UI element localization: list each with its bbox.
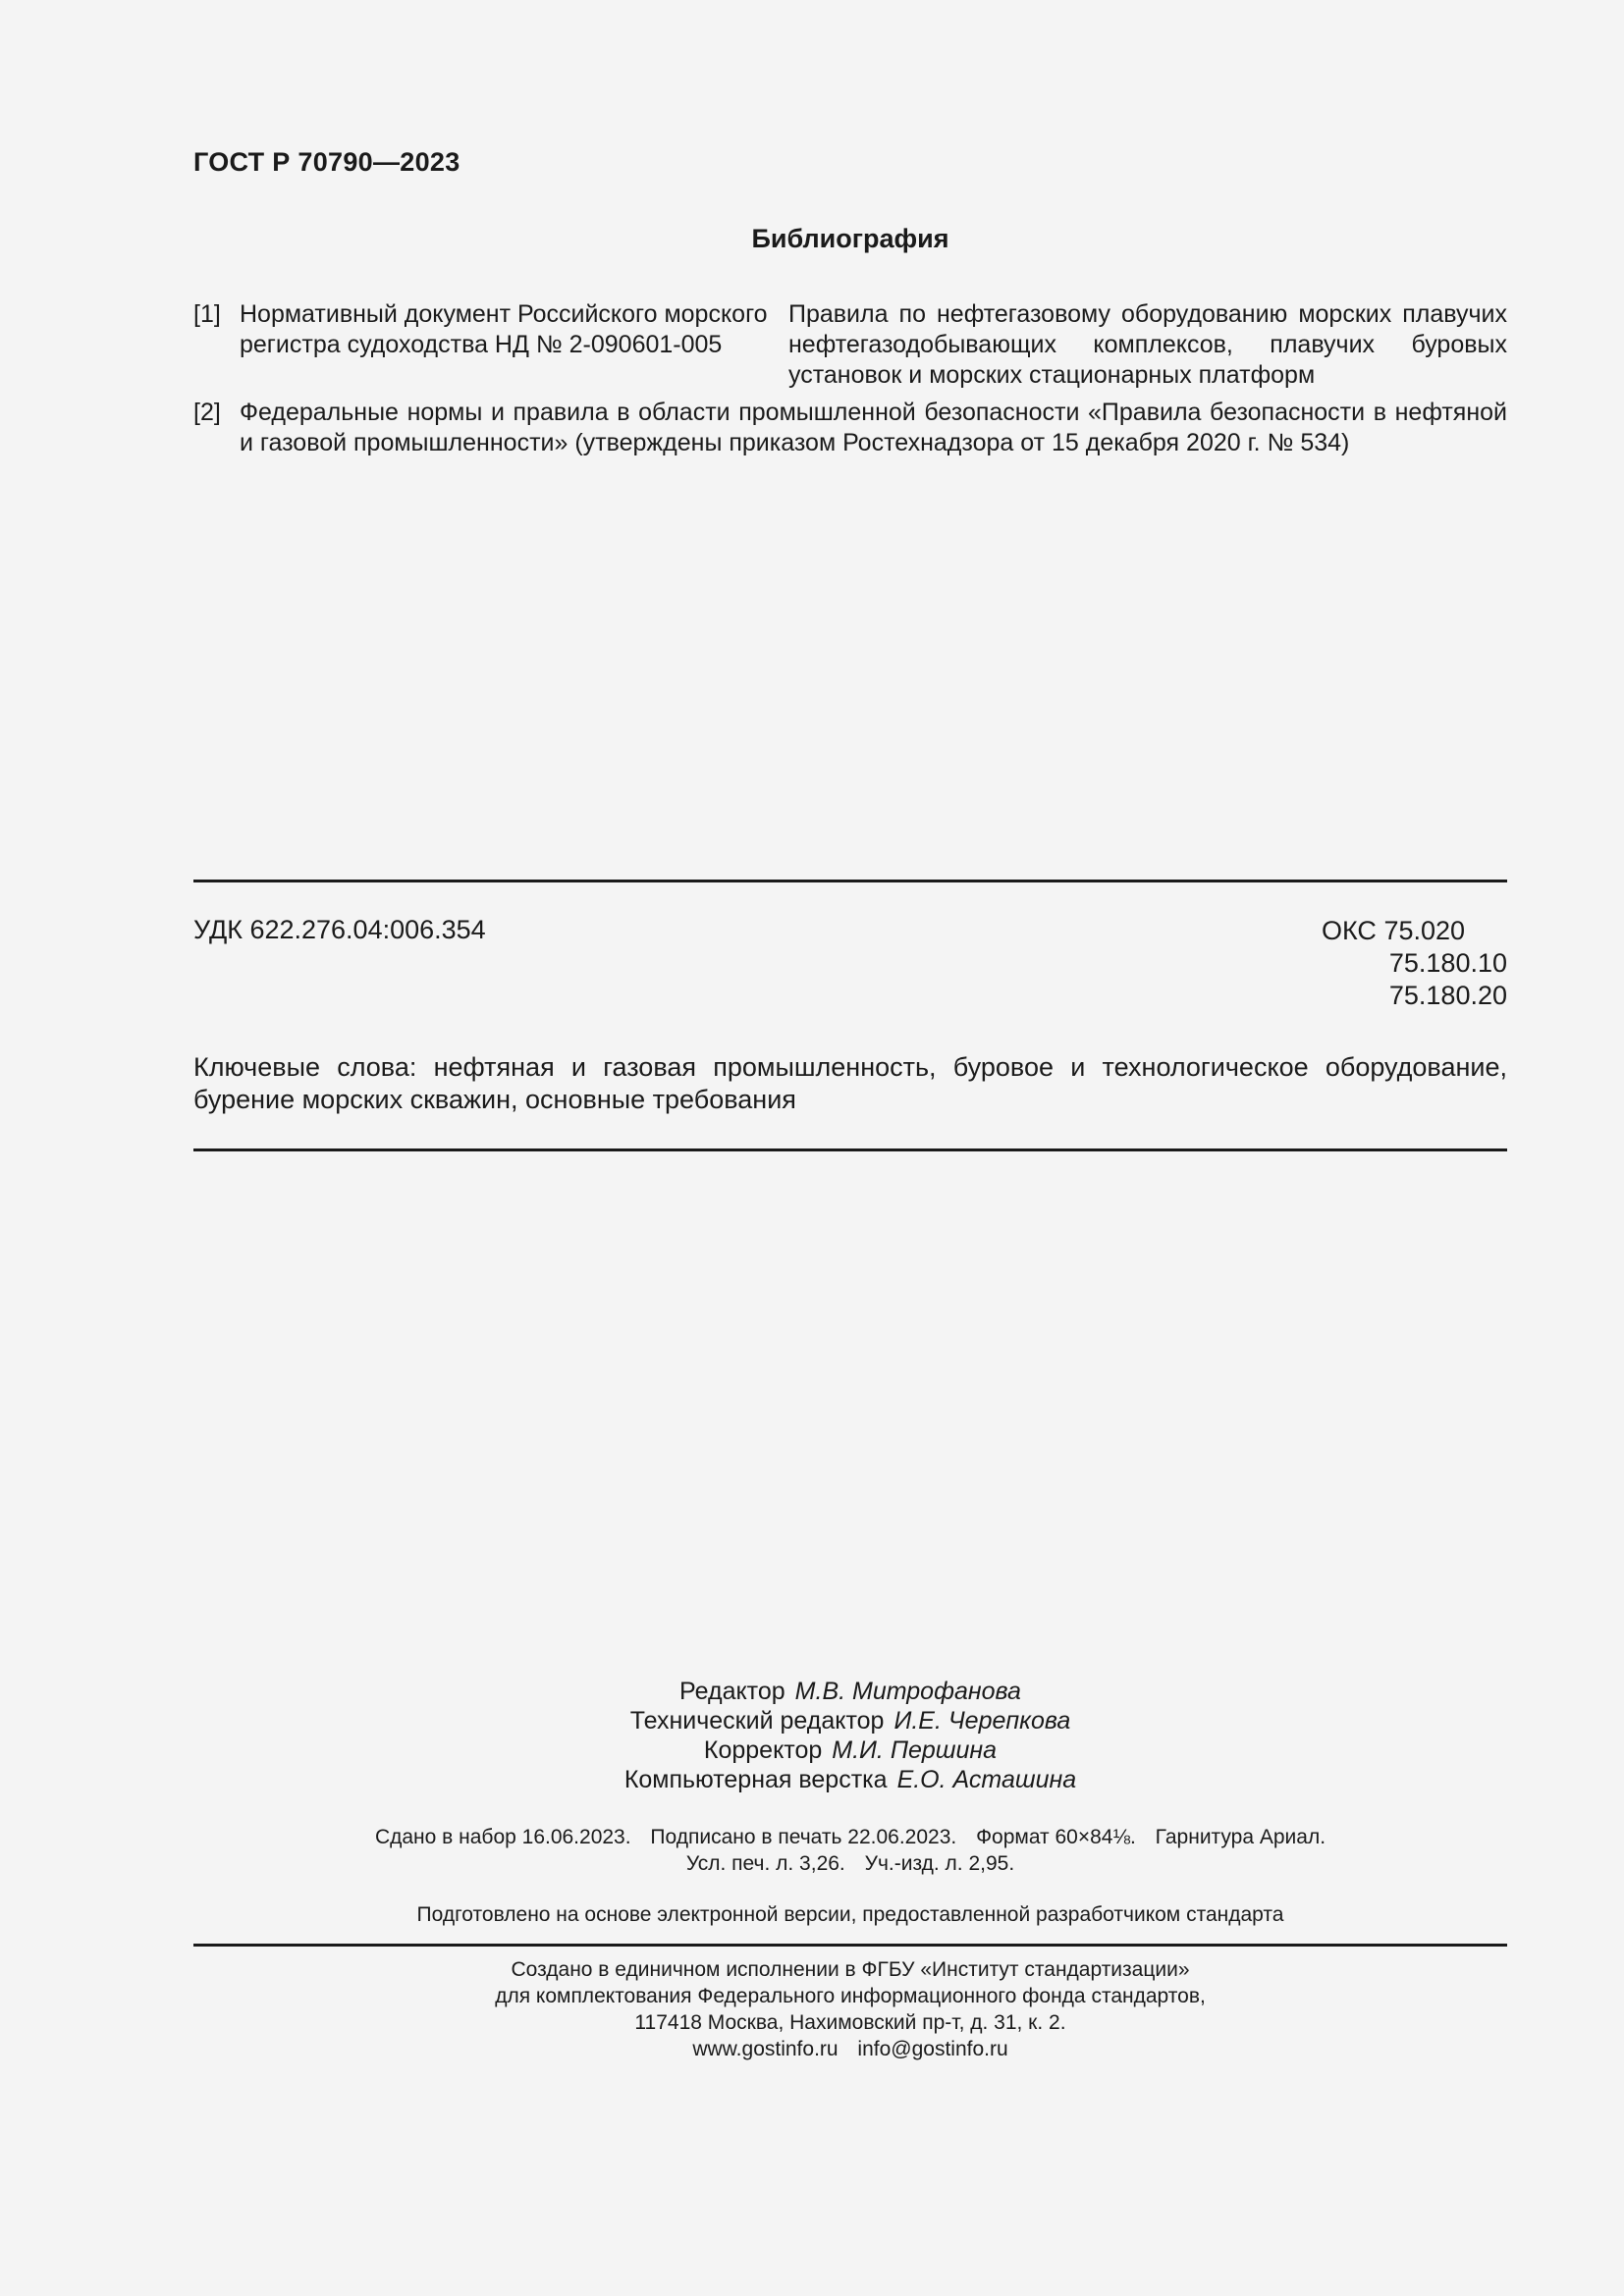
credit-role: Технический редактор: [629, 1707, 885, 1735]
website-link[interactable]: www.gostinfo.ru: [692, 2038, 839, 2060]
oks-code-primary: [1322, 915, 1507, 947]
keywords: Ключевые слова: нефтяная и газовая промышленность, буровое и технологическое оборудование, бурение морских скважин, основные требования: [193, 1052, 1507, 1114]
publisher-footer: [193, 1956, 1507, 2062]
oks-code: 75.180.20: [1388, 981, 1507, 1010]
credits: [193, 1677, 1507, 1794]
footer-contacts: [193, 2036, 1507, 2062]
divider-line: [193, 880, 1507, 882]
credit-line: [193, 1735, 1507, 1765]
credit-role: Корректор: [703, 1736, 823, 1764]
footer-line: 117418 Москва, Нахимовский пр-т, д. 31, к. 2.: [634, 2011, 1066, 2034]
bibliography-entry-number: [1]: [193, 300, 221, 328]
paper-format: Формат 60×84⅛.: [976, 1826, 1136, 1848]
divider-line: [193, 1148, 1507, 1151]
credit-line: [193, 1765, 1507, 1794]
bibliography-entry-text: Федеральные нормы и правила в области промышленной безопасности «Правила безопасности в нефтяной и газовой промышленности» (утверждены приказом Ростехнадзора от 15 декабря 2020 г. № 534): [240, 399, 1507, 456]
credit-person: И.Е. Черепкова: [893, 1707, 1071, 1735]
typeface: Гарнитура Ариал.: [1155, 1826, 1326, 1848]
document-code: ГОСТ Р 70790—2023: [193, 147, 460, 177]
divider-line: [193, 1944, 1507, 1947]
print-info-line: [193, 1850, 1507, 1877]
footer-line: для комплектования Федерального информационного фонда стандартов,: [495, 1985, 1206, 2007]
credit-person: М.И. Першина: [832, 1736, 998, 1764]
credit-person: М.В. Митрофанова: [794, 1678, 1021, 1705]
print-sheets: Усл. печ. л. 3,26.: [685, 1852, 845, 1875]
submitted-date: Сдано в набор 16.06.2023.: [374, 1826, 631, 1848]
credit-line: [193, 1677, 1507, 1706]
credit-role: Редактор: [679, 1678, 785, 1705]
bibliography-entry-source: Нормативный документ Российского морского регистра судоходства НД № 2-090601-005: [240, 300, 768, 358]
bibliography-entry-number: [2]: [193, 399, 221, 426]
credit-line: [193, 1706, 1507, 1735]
footer-line: Создано в единичном исполнении в ФГБУ «Институт стандартизации»: [511, 1958, 1190, 1981]
bibliography-title: Библиография: [751, 224, 949, 253]
oks-label: ОКС: [1322, 916, 1377, 945]
email-link[interactable]: info@gostinfo.ru: [857, 2038, 1008, 2060]
oks-code: 75.020: [1383, 916, 1466, 945]
bibliography-entry-title: Правила по нефтегазовому оборудованию морских плавучих нефтегазодобывающих комплексов, плавучих буровых установок и морских стационарных платформ: [788, 300, 1507, 389]
print-info: [193, 1824, 1507, 1877]
publisher-sheets: Уч.-изд. л. 2,95.: [864, 1852, 1015, 1875]
udk-code: УДК 622.276.04:006.354: [193, 915, 486, 944]
prepared-note: Подготовлено на основе электронной версии, предоставленной разработчиком стандарта: [416, 1903, 1284, 1926]
signed-date: Подписано в печать 22.06.2023.: [650, 1826, 957, 1848]
credit-role: Компьютерная верстка: [623, 1766, 888, 1793]
oks-code: 75.180.10: [1388, 948, 1507, 978]
oks-codes: [1322, 915, 1507, 1012]
credit-person: Е.О. Асташина: [896, 1766, 1077, 1793]
print-info-line: [193, 1824, 1507, 1850]
